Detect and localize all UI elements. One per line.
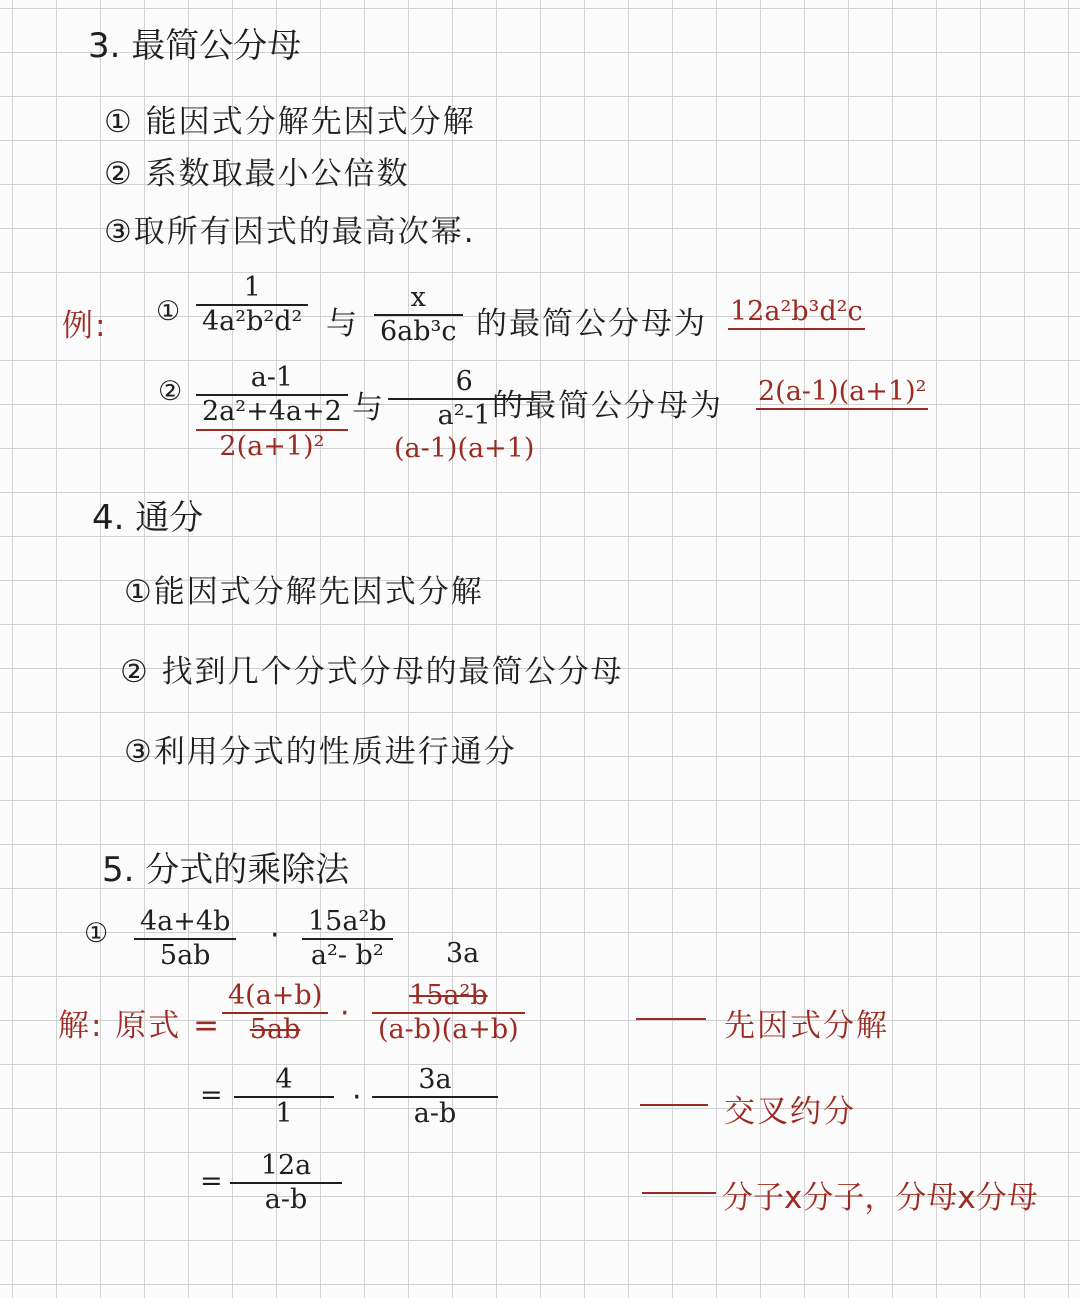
step-1-fraction-1	[222, 980, 328, 1047]
section-3-rule-3: ③取所有因式的最高次幂.	[104, 214, 476, 250]
factored-denominator: (a-1)(a+1)	[394, 432, 535, 464]
step-2-equals: =	[200, 1080, 223, 1111]
denominator: 6ab³c	[380, 316, 457, 348]
numerator: 15a²b	[308, 906, 387, 937]
example-label: 例:	[62, 308, 108, 344]
section-5-title: 5. 分式的乘除法	[102, 850, 350, 890]
step-2-fraction-1	[234, 1064, 334, 1131]
example-1-fraction-1	[196, 272, 308, 339]
example-1-mark: ①	[156, 296, 181, 327]
multiply-dot: ·	[270, 918, 280, 953]
example-2-text: 的最简公分母为	[492, 388, 723, 424]
section-3-rule-2: ② 系数取最小公倍数	[104, 156, 410, 192]
example-2-answer: 2(a-1)(a+1)²	[756, 376, 928, 410]
problem-mark: ①	[84, 918, 109, 949]
section-3-rule-1: ① 能因式分解先因式分解	[104, 104, 476, 140]
example-1-conj: 与	[326, 306, 359, 342]
numerator: a-1	[250, 362, 294, 393]
denominator: 5ab	[249, 1014, 301, 1046]
problem-note: 3a	[446, 938, 480, 969]
solution-label: 解: 原式 =	[58, 1008, 222, 1044]
note-3-dash	[642, 1192, 716, 1194]
note-2-dash	[640, 1104, 708, 1106]
step-3-fraction	[230, 1150, 342, 1217]
numerator: 4(a+b)	[228, 980, 323, 1011]
example-1-fraction-2	[374, 282, 463, 349]
section-4-title: 4. 通分	[92, 498, 204, 538]
example-2-fraction-1	[196, 362, 348, 463]
section-4-rule-1: ①能因式分解先因式分解	[124, 574, 484, 610]
section-4-rule-2: ② 找到几个分式分母的最简公分母	[120, 654, 624, 690]
denominator: (a-b)(a+b)	[378, 1014, 519, 1046]
note-1: 先因式分解	[724, 1008, 889, 1044]
example-1-text: 的最简公分母为	[476, 306, 707, 342]
factored-denominator: 2(a+1)²	[219, 430, 325, 462]
denominator: 2a²+4a+2	[202, 396, 342, 428]
denominator: 1	[275, 1098, 293, 1130]
denominator: a²-1	[437, 400, 491, 432]
denominator: a-b	[413, 1098, 457, 1130]
multiply-dot: ·	[340, 996, 350, 1031]
note-2: 交叉约分	[724, 1094, 856, 1130]
denominator: a²- b²	[310, 940, 384, 972]
numerator: 4	[275, 1064, 293, 1095]
example-2-conj: 与	[352, 390, 385, 426]
numerator: 12a	[260, 1150, 312, 1181]
numerator: 4a+4b	[140, 906, 231, 937]
numerator: 3a	[418, 1064, 452, 1095]
multiply-dot: ·	[352, 1080, 362, 1115]
problem-fraction-2	[302, 906, 393, 973]
note-1-dash	[636, 1018, 706, 1020]
step-3-equals: =	[200, 1166, 223, 1197]
numerator: x	[410, 282, 426, 313]
note-3: 分子x分子，分母x分母	[722, 1180, 1038, 1216]
numerator: 6	[455, 366, 473, 397]
example-2-mark: ②	[158, 376, 183, 407]
problem-fraction-1	[134, 906, 236, 973]
step-1-fraction-2	[372, 980, 525, 1047]
section-3-title: 3. 最简公分母	[88, 26, 302, 66]
step-2-fraction-2	[372, 1064, 498, 1131]
numerator: 1	[243, 272, 261, 303]
denominator: 4a²b²d²	[202, 306, 303, 338]
denominator: 5ab	[159, 940, 211, 972]
section-4-rule-3: ③利用分式的性质进行通分	[124, 734, 517, 770]
denominator: a-b	[264, 1184, 308, 1216]
example-1-answer: 12a²b³d²c	[728, 296, 865, 330]
numerator: 15a²b	[409, 980, 488, 1011]
